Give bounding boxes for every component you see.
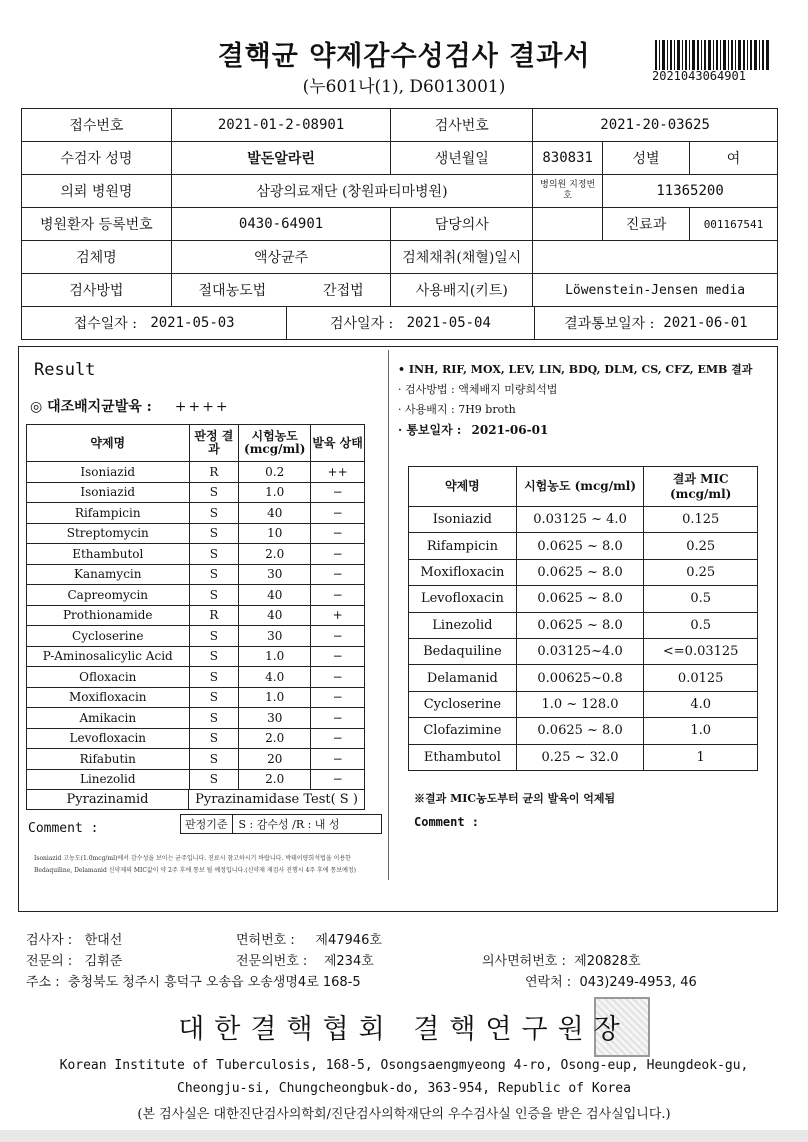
- license-value: 제47946호: [315, 933, 382, 948]
- growth-cell: ++: [311, 462, 365, 483]
- receipt-no: 2021-01-2-08901: [171, 109, 391, 142]
- conc-cell: 10: [239, 523, 311, 544]
- specimen-value: 액상균주: [171, 241, 391, 274]
- table-row: [27, 544, 365, 565]
- growth-cell: −: [311, 626, 365, 647]
- examiner-name: 한대선: [84, 933, 123, 948]
- table-row: [27, 523, 365, 544]
- test-date-label: 검사일자 :: [330, 315, 394, 332]
- doctor-label: 담당의사: [391, 208, 533, 241]
- control-growth-value: ++++: [174, 399, 230, 415]
- collection-value: [533, 241, 778, 274]
- mic-result-cell: 1.0: [644, 718, 758, 744]
- sex-value: 여: [690, 142, 778, 175]
- conc-cell: 40: [239, 605, 311, 626]
- table-row: [27, 728, 365, 749]
- table-row: [27, 503, 365, 524]
- report-date: [535, 306, 777, 339]
- pyrazinamid-label: Pyrazinamid: [27, 790, 189, 809]
- table-row: [409, 559, 758, 585]
- growth-cell: −: [311, 503, 365, 524]
- col-conc: 시험농도 (mcg/ml): [239, 425, 311, 462]
- drug-cell: Capreomycin: [27, 585, 190, 606]
- growth-cell: −: [311, 585, 365, 606]
- growth-cell: −: [311, 728, 365, 749]
- drug-cell: Kanamycin: [27, 564, 190, 585]
- mic-result-cell: 0.25: [644, 533, 758, 559]
- growth-cell: −: [311, 646, 365, 667]
- dates-row: [21, 306, 778, 340]
- mic-col-result: 결과 MIC (mcg/ml): [644, 467, 758, 507]
- mic-conc-cell: 0.03125 ~ 4.0: [516, 507, 644, 533]
- mic-result-cell: <=0.03125: [644, 638, 758, 664]
- sex-label: 성별: [603, 142, 690, 175]
- patient-name-label: 수검자 성명: [22, 142, 172, 175]
- table-row: [409, 507, 758, 533]
- judge-cell: S: [189, 503, 239, 524]
- report-date-label: 결과통보일자 :: [564, 315, 655, 332]
- solid-medium-table: [26, 424, 365, 790]
- receipt-date: [22, 306, 287, 339]
- reg-no: 0430-64901: [171, 208, 391, 241]
- judge-cell: S: [189, 667, 239, 688]
- judge-cell: R: [189, 605, 239, 626]
- specialist-name: 김휘준: [84, 954, 123, 969]
- mic-result-cell: 0.0125: [644, 665, 758, 691]
- method-value: [171, 274, 391, 307]
- table-row: [27, 708, 365, 729]
- method-line: · 검사방법 : 액체배지 미량희석법: [398, 383, 558, 396]
- drugs-line: • INH, RIF, MOX, LEV, LIN, BDQ, DLM, CS, CFZ, EMB 결과: [398, 363, 753, 376]
- medium-value: Löwenstein-Jensen media: [533, 274, 778, 307]
- birth-label: 생년월일: [391, 142, 533, 175]
- pyrazinamid-row: [26, 789, 365, 810]
- conc-cell: 1.0: [239, 482, 311, 503]
- address-label: 주소 :: [26, 975, 60, 990]
- criteria-box: [180, 814, 382, 834]
- hospital-code-label: 병의원 지정번호: [533, 175, 603, 208]
- contact: [525, 971, 697, 990]
- table-row: [409, 612, 758, 638]
- header-table: [21, 108, 778, 307]
- table-row: [409, 533, 758, 559]
- liquid-medium-info: [398, 360, 752, 440]
- medium-label: 사용배지(키트): [391, 274, 533, 307]
- mic-drug-cell: Clofazimine: [409, 718, 517, 744]
- mic-conc-cell: 0.25 ~ 32.0: [516, 744, 644, 770]
- table-row: [27, 482, 365, 503]
- doctor-license-value: 제20828호: [574, 954, 641, 969]
- receipt-no-label: 접수번호: [22, 109, 172, 142]
- medium-line: · 사용배지 : 7H9 broth: [398, 403, 516, 416]
- mic-conc-cell: 0.0625 ~ 8.0: [516, 612, 644, 638]
- receipt-date-value: 2021-05-03: [150, 314, 235, 331]
- conc-cell: 0.2: [239, 462, 311, 483]
- test-date-value: 2021-05-04: [406, 314, 491, 331]
- bottom-bar: [0, 1130, 808, 1142]
- judge-cell: S: [189, 769, 239, 790]
- method-absolute: 절대농도법: [198, 283, 267, 299]
- notice-date-value: 2021-06-01: [471, 423, 549, 437]
- drug-cell: Rifampicin: [27, 503, 190, 524]
- conc-cell: 30: [239, 708, 311, 729]
- test-no: 2021-20-03625: [533, 109, 778, 142]
- drug-cell: Rifabutin: [27, 749, 190, 770]
- mic-conc-cell: 1.0 ~ 128.0: [516, 691, 644, 717]
- growth-cell: −: [311, 523, 365, 544]
- table-row: [27, 667, 365, 688]
- address-value: 충청북도 청주시 흥덕구 오송읍 오송생명4로 168-5: [67, 975, 361, 990]
- judge-cell: S: [189, 585, 239, 606]
- judge-cell: S: [189, 708, 239, 729]
- mic-col-drug: 약제명: [409, 467, 517, 507]
- judge-cell: S: [189, 523, 239, 544]
- growth-cell: −: [311, 708, 365, 729]
- examiner-label: 검사자 :: [26, 933, 73, 948]
- judge-cell: S: [189, 687, 239, 708]
- certification-note: (본 검사실은 대한진단검사의학회/진단검사의학재단의 우수검사실 인증을 받은 검사실입니다.): [137, 1107, 671, 1122]
- mic-conc-cell: 0.0625 ~ 8.0: [516, 533, 644, 559]
- table-row: [27, 626, 365, 647]
- reg-no-label: 병원환자 등록번호: [22, 208, 172, 241]
- patient-name: 발돈알라린: [171, 142, 391, 175]
- conc-cell: 2.0: [239, 544, 311, 565]
- mic-drug-cell: Ethambutol: [409, 744, 517, 770]
- conc-cell: 4.0: [239, 667, 311, 688]
- judge-cell: S: [189, 626, 239, 647]
- judge-cell: R: [189, 462, 239, 483]
- dept-label: 진료과: [603, 208, 690, 241]
- method-label: 검사방법: [22, 274, 172, 307]
- mic-result-cell: 1: [644, 744, 758, 770]
- hospital-name: 삼광의료재단 (창원파티마병원): [171, 175, 532, 208]
- table-row: [27, 585, 365, 606]
- license-label: 면허번호 :: [236, 933, 295, 948]
- conc-cell: 40: [239, 503, 311, 524]
- hospital-label: 의뢰 병원명: [22, 175, 172, 208]
- hospital-code: 11365200: [603, 175, 778, 208]
- drug-cell: Streptomycin: [27, 523, 190, 544]
- test-date: [287, 306, 534, 339]
- table-row: [27, 769, 365, 790]
- birth-value: 830831: [533, 142, 603, 175]
- judge-cell: S: [189, 544, 239, 565]
- mic-footnote: ※결과 MIC농도부터 균의 발육이 억제됨: [414, 792, 616, 805]
- report-date-value: 2021-06-01: [663, 314, 748, 331]
- mic-result-cell: 0.25: [644, 559, 758, 585]
- judge-cell: S: [189, 749, 239, 770]
- method-indirect: 간접법: [323, 283, 364, 299]
- drug-cell: Linezolid: [27, 769, 190, 790]
- criteria-label: 판정기준: [181, 815, 233, 833]
- table-row: [409, 665, 758, 691]
- judge-cell: S: [189, 482, 239, 503]
- growth-cell: −: [311, 667, 365, 688]
- doctor-value: [533, 208, 603, 241]
- mic-drug-cell: Moxifloxacin: [409, 559, 517, 585]
- conc-cell: 1.0: [239, 646, 311, 667]
- drug-cell: Isoniazid: [27, 482, 190, 503]
- table-row: [409, 586, 758, 612]
- conc-cell: 2.0: [239, 769, 311, 790]
- conc-cell: 2.0: [239, 728, 311, 749]
- collection-label: 검체채취(채혈)일시: [391, 241, 533, 274]
- drug-cell: Isoniazid: [27, 462, 190, 483]
- specialist-no-label: 전문의번호 :: [236, 954, 308, 969]
- drug-cell: Ofloxacin: [27, 667, 190, 688]
- col-judge: 판정 결과: [189, 425, 239, 462]
- mic-conc-cell: 0.0625 ~ 8.0: [516, 718, 644, 744]
- conc-cell: 40: [239, 585, 311, 606]
- mic-result-cell: 0.5: [644, 612, 758, 638]
- doctor-license: [482, 950, 641, 969]
- mic-conc-cell: 0.0625 ~ 8.0: [516, 586, 644, 612]
- drug-cell: Ethambutol: [27, 544, 190, 565]
- notice-date: [398, 420, 752, 440]
- table-row: [27, 462, 365, 483]
- growth-cell: −: [311, 769, 365, 790]
- judge-cell: S: [189, 728, 239, 749]
- table-row: [409, 718, 758, 744]
- barcode: [655, 40, 770, 70]
- contact-label: 연락처 :: [525, 975, 572, 990]
- mic-drug-cell: Levofloxacin: [409, 586, 517, 612]
- drug-cell: Levofloxacin: [27, 728, 190, 749]
- table-row: [27, 749, 365, 770]
- dept-value: 001167541: [690, 208, 778, 241]
- result-divider: [388, 350, 389, 880]
- table-row: [27, 687, 365, 708]
- specimen-label: 검체명: [22, 241, 172, 274]
- organization-address-line2: Cheongju-si, Chungcheongbuk-do, 363-954, Republic of Korea: [177, 1081, 631, 1096]
- mic-result-cell: 0.5: [644, 586, 758, 612]
- fine-note: Isoniazid 고농도(1.0mcg/ml)에서 감수성을 보이는 균주입니다. 진료시 참고하시기 바랍니다. 박테이량희석법을 이용한 Bedaquiline, Delamanid 신약제의 MIC값이 약 2주 후에 통보 될 예정입니다.(신약제 재검사 진행시 4주 후에 통보예정): [34, 855, 357, 874]
- barcode-number: 2021043064901: [652, 69, 746, 83]
- notice-date-label: · 통보일자 :: [398, 423, 462, 437]
- mic-conc-cell: 0.00625~0.8: [516, 665, 644, 691]
- mic-result-cell: 0.125: [644, 507, 758, 533]
- col-growth: 발육 상태: [311, 425, 365, 462]
- control-growth-label: ◎ 대조배지균발육 :: [30, 399, 152, 415]
- specialist-no-value: 제234호: [323, 954, 374, 969]
- col-drug: 약제명: [27, 425, 190, 462]
- judge-cell: S: [189, 564, 239, 585]
- mic-drug-cell: Bedaquiline: [409, 638, 517, 664]
- mic-table: [408, 466, 758, 771]
- conc-cell: 30: [239, 626, 311, 647]
- mic-drug-cell: Rifampicin: [409, 533, 517, 559]
- growth-cell: −: [311, 564, 365, 585]
- mic-drug-cell: Cycloserine: [409, 691, 517, 717]
- table-row: [27, 564, 365, 585]
- doctor-license-label: 의사면허번호 :: [482, 954, 566, 969]
- mic-drug-cell: Isoniazid: [409, 507, 517, 533]
- growth-cell: +: [311, 605, 365, 626]
- test-no-label: 검사번호: [391, 109, 533, 142]
- conc-cell: 20: [239, 749, 311, 770]
- growth-cell: −: [311, 749, 365, 770]
- mic-drug-cell: Delamanid: [409, 665, 517, 691]
- drug-cell: Moxifloxacin: [27, 687, 190, 708]
- document-title: 결핵균 약제감수성검사 결과서: [217, 41, 591, 72]
- growth-cell: −: [311, 544, 365, 565]
- drug-cell: P-Aminosalicylic Acid: [27, 646, 190, 667]
- drug-cell: Prothionamide: [27, 605, 190, 626]
- right-comment-label: Comment :: [414, 815, 480, 829]
- growth-cell: −: [311, 687, 365, 708]
- address: [26, 971, 361, 990]
- control-growth: [30, 396, 230, 416]
- table-row: [27, 646, 365, 667]
- mic-drug-cell: Linezolid: [409, 612, 517, 638]
- pyrazinamid-value: Pyrazinamidase Test( S ): [195, 792, 358, 807]
- document-subtitle: (누601나(1), D6013001): [302, 77, 506, 97]
- contact-value: 043)249-4953, 46: [579, 975, 697, 990]
- drug-cell: Amikacin: [27, 708, 190, 729]
- left-comment-label: Comment :: [28, 821, 99, 836]
- mic-col-conc: 시험농도 (mcg/ml): [516, 467, 644, 507]
- specialist: [26, 950, 122, 969]
- specialist-label: 전문의 :: [26, 954, 73, 969]
- specialist-no: [236, 950, 374, 969]
- organization-name: 대한결핵협회 결핵연구원장: [178, 1014, 630, 1045]
- table-row: [27, 605, 365, 626]
- result-title: Result: [34, 360, 96, 380]
- mic-conc-cell: 0.03125~4.0: [516, 638, 644, 664]
- receipt-date-label: 접수일자 :: [73, 315, 137, 332]
- conc-cell: 30: [239, 564, 311, 585]
- growth-cell: −: [311, 482, 365, 503]
- conc-cell: 1.0: [239, 687, 311, 708]
- table-row: [409, 744, 758, 770]
- license: [236, 929, 382, 948]
- drug-cell: Cycloserine: [27, 626, 190, 647]
- mic-conc-cell: 0.0625 ~ 8.0: [516, 559, 644, 585]
- table-row: [409, 638, 758, 664]
- criteria-value: S : 감수성 /R : 내 성: [238, 818, 340, 831]
- mic-result-cell: 4.0: [644, 691, 758, 717]
- organization-address-line1: Korean Institute of Tuberculosis, 168-5, Osongsaengmyeong 4-ro, Osong-eup, Heungdeok-gu,: [59, 1058, 749, 1073]
- table-row: [409, 691, 758, 717]
- judge-cell: S: [189, 646, 239, 667]
- examiner: [26, 929, 122, 948]
